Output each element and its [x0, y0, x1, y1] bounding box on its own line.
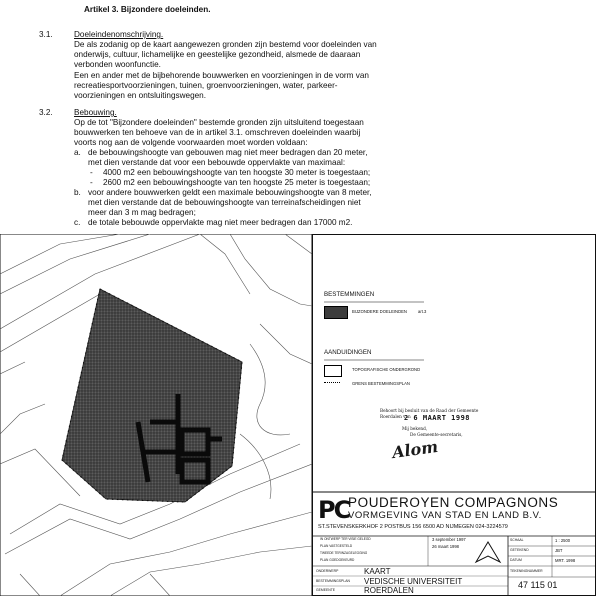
tb-row-label: PLAN VASTGESTELD — [320, 544, 353, 548]
item-a-marker: a. — [74, 148, 81, 157]
tekening-label: TEKENINGNUMMER — [510, 569, 543, 573]
decision-line: Roerdalen van — [380, 414, 411, 419]
company-name: POUDEROYEN COMPAGNONS — [348, 495, 559, 510]
item-a-dash: - — [90, 178, 93, 187]
decision-line: Behoort bij besluit van de Raad der Gemeente — [380, 408, 479, 413]
signature: Alom — [390, 436, 440, 463]
bestemmingsplan-label: BESTEMMINGSPLAN — [316, 579, 350, 583]
bijzondere-swatch — [324, 306, 348, 319]
zoning-map — [0, 234, 312, 596]
section-3-2-intro: bouwwerken ten behoeve van de in artikel 3.1. omschreven doeleinden waarbij — [74, 128, 361, 137]
company-address: ST.STEVENSKERKHOF 2 POSTBUS 156 6500 AD NIJMEGEN 024-3224579 — [318, 524, 508, 530]
north-arrow-icon — [472, 540, 504, 564]
item-a-line: met dien verstande dat voor een bebouwde oppervlakte van maximaal: — [88, 158, 346, 167]
bijzondere-label: BIJZONDERE DOELEINDEN — [352, 309, 407, 314]
schaal-label: SCHAAL — [510, 538, 524, 542]
tb-row-value: 3 september 1997 — [432, 537, 466, 542]
getekend-label: GETEKEND — [510, 548, 529, 552]
item-b-line: meer dan 3 m mag bedragen; — [88, 208, 196, 217]
datum-label: DATUM — [510, 558, 522, 562]
company-logo: PC — [318, 496, 350, 524]
item-a-dash: - — [90, 168, 93, 177]
section-3-1-line: recreatiesportvoorzieningen, tuinen, groenvoorzieningen, water, parkeer- — [74, 81, 338, 90]
bestemmingen-heading: BESTEMMINGEN — [324, 291, 375, 298]
item-b-line: voor andere bouwwerken geldt een maximale bebouwingshoogte van 8 meter, — [88, 188, 372, 197]
section-3-1-line: Een en ander met de bijbehorende bouwwerken en voorzieningen in de vorm van — [74, 71, 369, 80]
schaal-value: 1 : 2500 — [555, 538, 571, 543]
item-a-sub: 4000 m2 een bebouwingshoogte van ten hoogste 30 meter is toegestaan; — [103, 168, 371, 177]
section-3-1-line: voorzieningen en ontsluitingswegen. — [74, 91, 206, 100]
item-b-line: met dien verstande dat de bebouwingshoogte van terreinafscheidingen niet — [88, 198, 361, 207]
date-stamp: 2 6 MAART 1998 — [404, 414, 471, 422]
item-a-sub: 2600 m2 een bebouwingshoogte van ten hoogste 25 meter is toegestaan; — [103, 178, 371, 187]
company-tagline: VORMGEVING VAN STAD EN LAND B.V. — [348, 510, 542, 521]
tb-row-label: TWEEDE TERINZAGELEGGING — [320, 551, 368, 555]
article-title: Artikel 3. Bijzondere doeleinden. — [84, 5, 211, 14]
tb-row-label: IN ONTWERP TER VISIE GELEGD — [320, 537, 371, 541]
bestemmingsplan-value: VEDISCHE UNIVERSITEIT — [364, 577, 463, 586]
section-3-2-number: 3.2. — [39, 108, 53, 117]
aanduidingen-heading: AANDUIDINGEN — [324, 349, 372, 356]
section-3-1-line: verbonden woonfunctie. — [74, 60, 161, 69]
section-3-2-heading: Bebouwing. — [74, 108, 117, 117]
onderwerp-value: KAART — [364, 567, 391, 576]
section-3-1-line: onderwijs, cultuur, lichamelijke en geestelijke gezondheid, alsmede de daaraan — [74, 50, 361, 59]
item-c-marker: c. — [74, 218, 81, 227]
bijzondere-ref: art.3 — [418, 309, 427, 314]
grens-label: GRENS BESTEMMINGSPLAN — [352, 381, 410, 386]
gemeente-label: GEMEENTE — [316, 588, 336, 592]
grens-swatch — [324, 382, 340, 383]
secretary-label: De Gemeente-secretaris, — [410, 432, 463, 437]
item-a-line: de bebouwingshoogte van gebouwen mag niet meer bedragen dan 20 meter, — [88, 148, 368, 157]
datum-value: MRT. 1998 — [555, 558, 576, 563]
item-b-marker: b. — [74, 188, 81, 197]
tb-row-value: 26 maart 1998 — [432, 544, 460, 549]
article-text — [0, 0, 596, 232]
section-3-2-intro: voorts nog aan de volgende voorwaarden moet worden voldaan: — [74, 138, 308, 147]
onderwerp-label: ONDERWERP — [316, 569, 339, 573]
section-3-1-heading: Doeleindenomschrijving. — [74, 30, 164, 39]
item-c-line: de totale bebouwde oppervlakte mag niet meer bedragen dan 17000 m2. — [88, 218, 353, 227]
tekening-value: 47 115 01 — [518, 580, 558, 590]
section-3-1-number: 3.1. — [39, 30, 53, 39]
section-3-2-intro: Op de tot "Bijzondere doeleinden" bestemde gronden zijn uitsluitend toegestaan — [74, 118, 364, 127]
section-3-1-line: De als zodanig op de kaart aangewezen gronden zijn bestemd voor doeleinden van — [74, 40, 377, 49]
getekend-value: JBT — [555, 548, 563, 553]
topo-label: TOPOGRAFISCHE ONDERGROND — [352, 367, 421, 372]
topo-swatch — [324, 365, 342, 377]
mij-bekend-label: Mij bekend, — [402, 426, 428, 431]
legend-panel — [312, 234, 596, 596]
gemeente-value: ROERDALEN — [364, 586, 414, 595]
tb-row-label: PLAN GOEDGEKEURD — [320, 558, 355, 562]
